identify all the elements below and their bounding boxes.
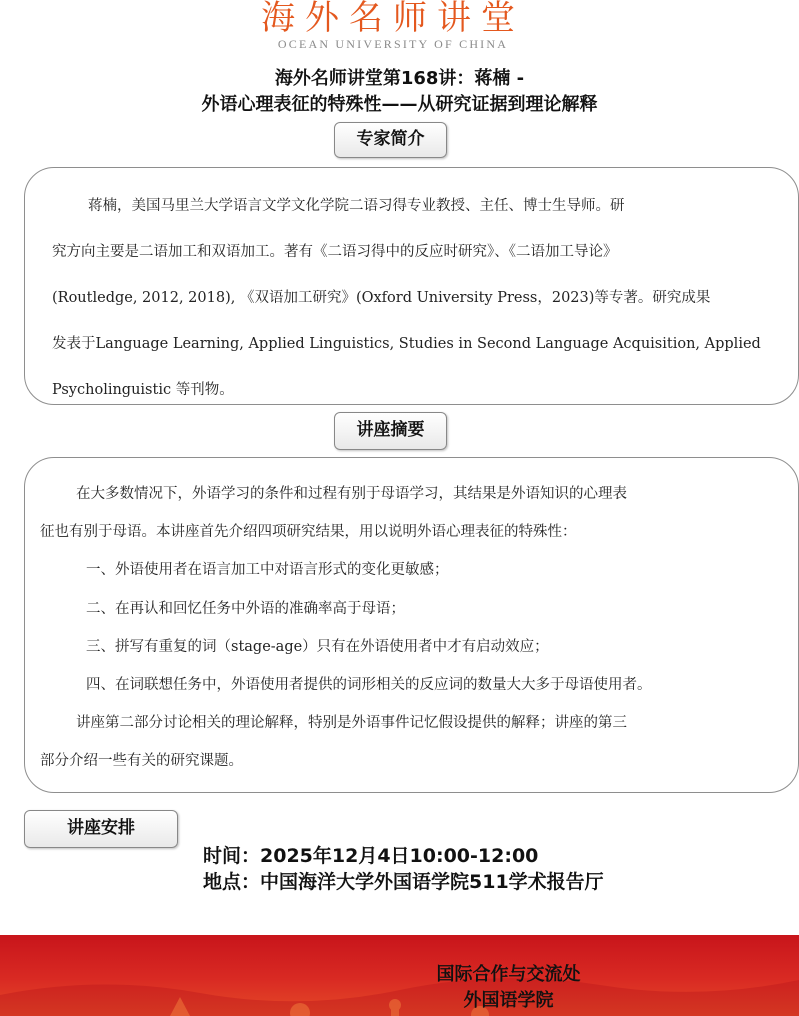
university-name: OCEAN UNIVERSITY OF CHINA <box>277 37 509 51</box>
summary-outro-line: 讲座第二部分讨论相关的理论解释，特别是外语事件记忆假设提供的解释；讲座的第三 <box>76 715 627 732</box>
lecture-summary-heading: 讲座摘要 <box>334 412 447 450</box>
summary-item: 四、在词联想任务中，外语使用者提供的词形相关的反应词的数量大大多于母语使用者。 <box>86 677 652 694</box>
summary-outro-line: 部分介绍一些有关的研究课题。 <box>40 753 243 770</box>
lecture-time: 时间：2025年12月4日10:00-12:00 <box>203 845 539 867</box>
summary-item: 二、在再认和回忆任务中外语的准确率高于母语； <box>86 600 405 617</box>
expert-intro-heading: 专家简介 <box>334 122 447 158</box>
lecture-title-line1: 海外名师讲堂第168讲：蒋楠 - <box>274 68 525 89</box>
summary-intro-line: 征也有别于母语。本讲座首先介绍四项研究结果，用以说明外语心理表征的特殊性： <box>40 524 577 541</box>
organizer-name: 外国语学院 <box>463 990 554 1011</box>
bio-line: 蒋楠，美国马里兰大学语言文学文化学院二语习得专业教授、主任、博士生导师。研 <box>88 198 625 214</box>
summary-intro-line: 在大多数情况下，外语学习的条件和过程有别于母语学习，其结果是外语知识的心理表 <box>76 486 627 502</box>
lecture-title-line2: 外语心理表征的特殊性——从研究证据到理论解释 <box>201 94 598 115</box>
summary-item: 一、外语使用者在语言加工中对语言形式的变化更敏感； <box>86 562 449 579</box>
lecture-arrangement-heading: 讲座安排 <box>24 810 178 848</box>
bio-line: 发表于Language Learning, Applied Linguistics, Studies in Second Language Acquisition, Applied <box>52 336 761 352</box>
bio-line: Psycholinguistic 等刊物。 <box>52 382 234 398</box>
bio-line: 究方向主要是二语加工和双语加工。著有《二语习得中的反应时研究》、《二语加工导论》 <box>52 244 618 260</box>
lecture-place: 地点：中国海洋大学外国语学院511学术报告厅 <box>203 871 604 893</box>
expert-bio <box>52 183 772 413</box>
footer-banner <box>0 935 799 1016</box>
organizer-name: 国际合作与交流处 <box>436 964 581 985</box>
bio-line: (Routledge, 2012, 2018), 《双语加工研究》(Oxford University Press，2023)等专著。研究成果 <box>52 290 711 306</box>
lecture-series-logo: 海外名师讲堂 <box>261 0 525 36</box>
lecture-summary-text <box>40 475 775 781</box>
summary-item: 三、拼写有重复的词（stage-age）只有在外语使用者中才有启动效应； <box>86 638 549 655</box>
